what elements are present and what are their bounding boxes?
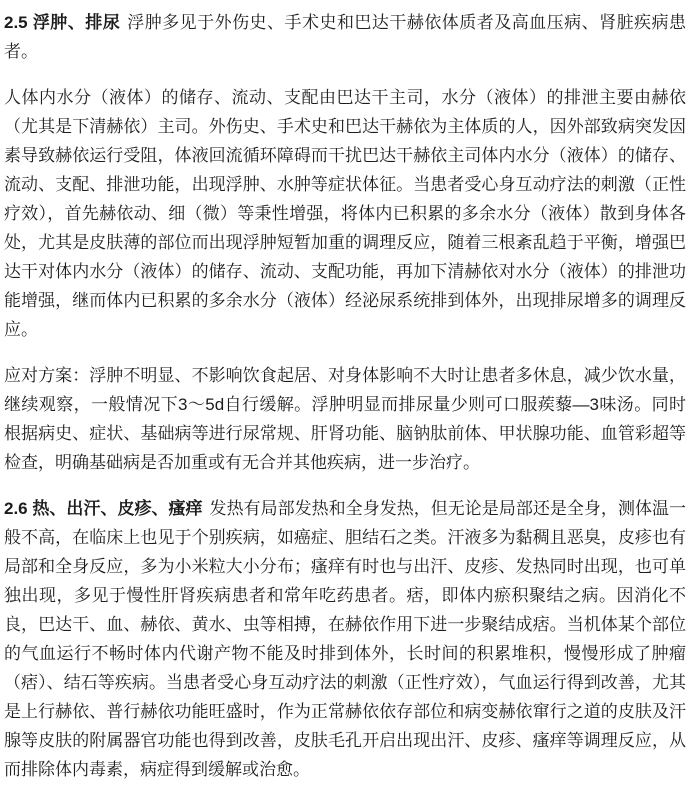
section-2-5-paragraph: [4, 8, 686, 66]
section-2-5-body-text: 浮肿多见于外伤史、手术史和巴达干赫依体质者及高血压病、肾脏疾病患者。: [4, 13, 686, 61]
section-2-6-body-text: 发热有局部发热和全身发热，但无论是局部还是全身，测体温一般不高，在临床上也见于个别疾病，如癌症、胆结石之类。汗液多为黏稠且恶臭，皮疹也有局部和全身反应，多为小米粒大小分布；瘙痒有时也与出汗、皮疹、发热同时出现，也可单独出现，多见于慢性肝肾疾病患者和常年吃药患者。痞，即体内瘀积聚结之病。因消化不良，巴达干、血、赫依、黄水、虫等相搏，在赫依作用下进一步聚结成痞。当机体某个部位的气血运行不畅时体内代谢产物不能及时排到体外，长时间的积累堆积，慢慢形成了肿瘤（痞）、结石等疾病。当患者受心身互动疗法的刺激（正性疗效），气血运行得到改善，尤其是上行赫依、普行赫依功能旺盛时，作为正常赫依依存部位和病变赫依窜行之道的皮肤及汗腺等皮肤的附属器官功能也得到改善，皮肤毛孔开启出现出汗、皮疹、瘙痒等调理反应，从而排除体内毒素，病症得到缓解或治愈。: [4, 499, 687, 779]
section-2-6-heading: 2.6 热、出汗、皮疹、瘙痒: [4, 499, 203, 518]
body-paragraph-response-plan-text: 应对方案：浮肿不明显、不影响饮食起居、对身体影响不大时让患者多休息，减少饮水量，继续观察，一般情况下3～5d自行缓解。浮肿明显而排尿量少则可口服蒺藜—3味汤。同时根据病史、症状、基础病等进行尿常规、肝肾功能、脑钠肽前体、甲状腺功能、血管彩超等检查，明确基础病是否加重或有无合并其他疾病，进一步治疗。: [4, 366, 686, 472]
body-paragraph-response-plan: [4, 361, 686, 477]
body-paragraph-water-mechanism-text: 人体内水分（液体）的储存、流动、支配由巴达干主司，水分（液体）的排泄主要由赫依（尤其是下清赫依）主司。外伤史、手术史和巴达干赫依为主体质的人，因外部致病突发因素导致赫依运行受阻，体液回流循环障碍而干扰巴达干赫依主司体内水分（液体）的储存、流动、支配、排泄功能，出现浮肿、水肿等症状体征。当患者受心身互动疗法的刺激（正性疗效），首先赫依动、细（微）等秉性增强，将体内已积累的多余水分（液体）散到身体各处，尤其是皮肤薄的部位而出现浮肿短暂加重的调理反应，随着三根紊乱趋于平衡，增强巴达干对体内水分（液体）的储存、流动、支配功能，再加下清赫依对水分（液体）的排泄功能增强，继而体内已积累的多余水分（液体）经泌尿系统排到体外，出现排尿增多的调理反应。: [4, 88, 686, 339]
section-2-5-heading: 2.5 浮肿、排尿: [4, 13, 121, 32]
section-2-6-paragraph: [4, 494, 686, 784]
body-paragraph-water-mechanism: [4, 83, 686, 344]
